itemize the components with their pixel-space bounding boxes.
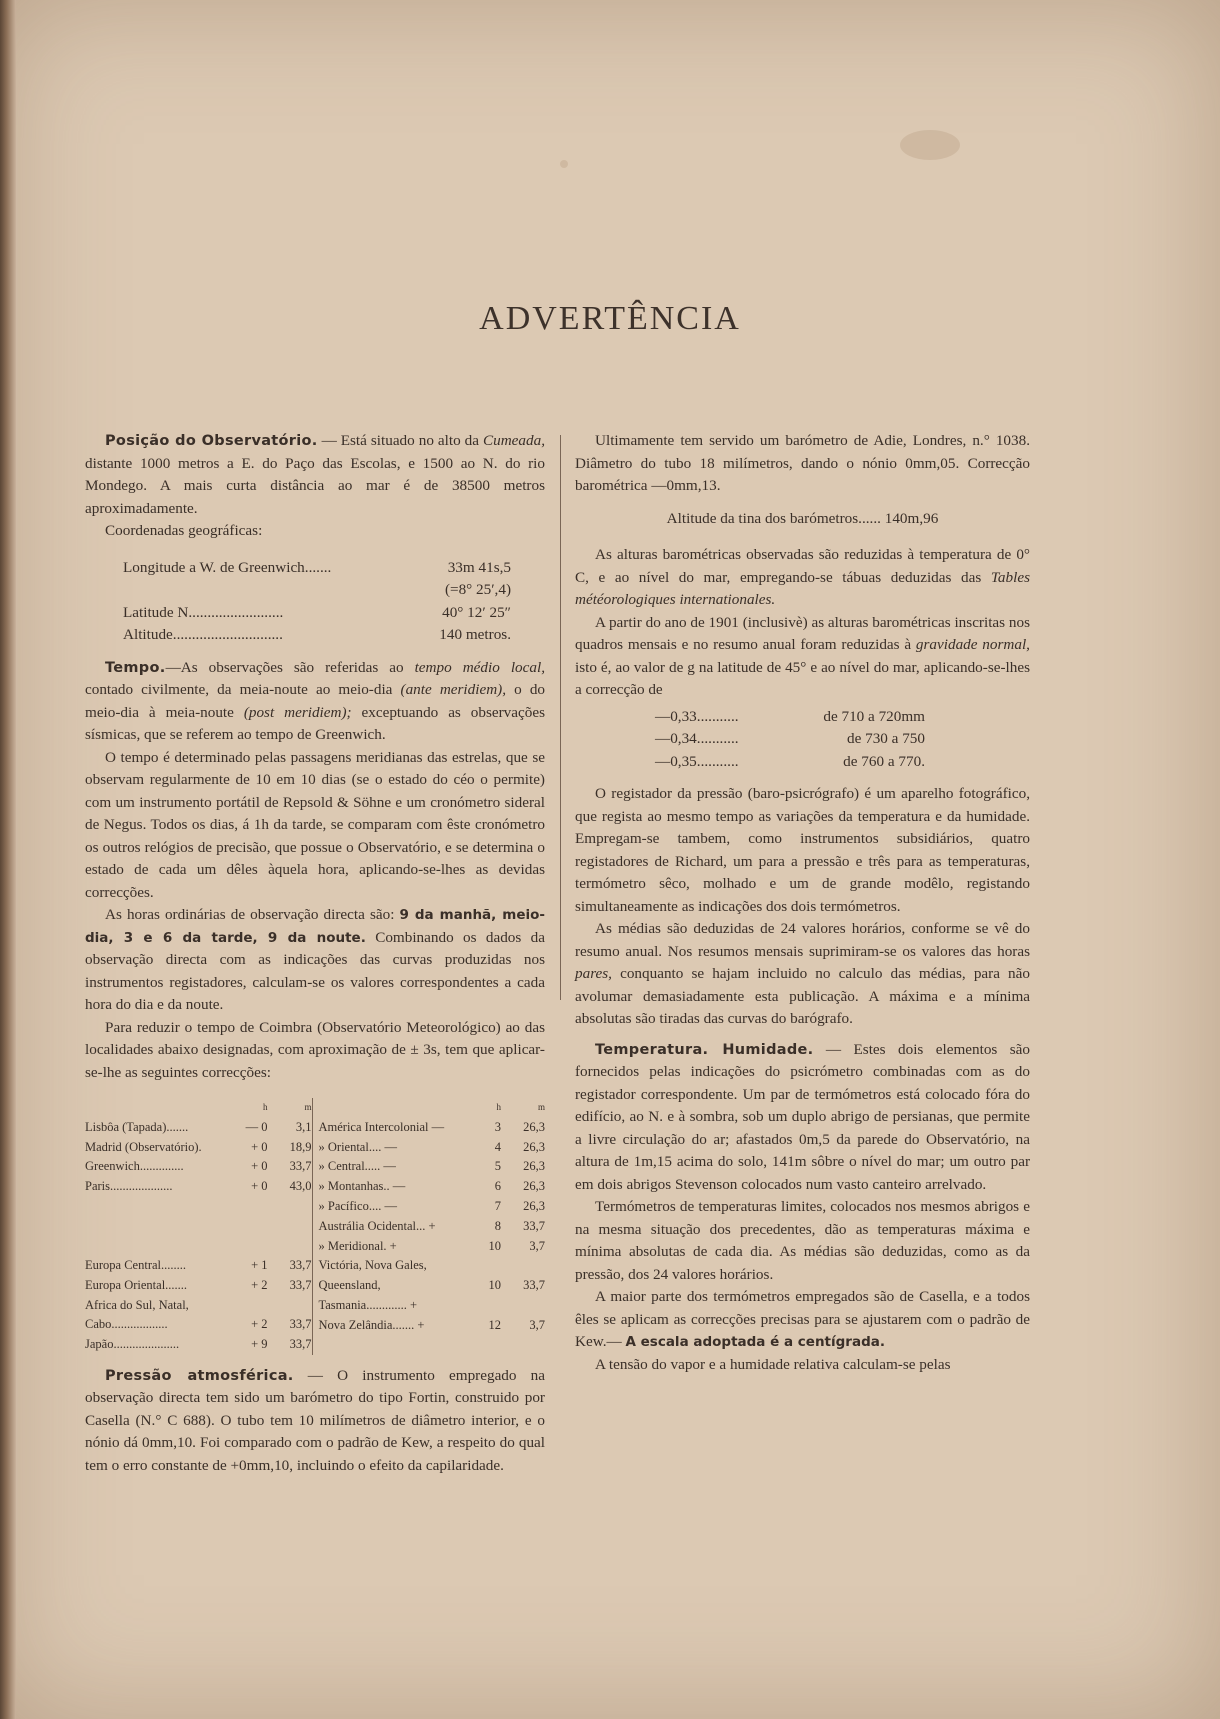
timezone-row	[85, 1256, 312, 1276]
paragraph: A partir do ano de 1901 (inclusivè) as alturas barométricas inscritas nos quadros mensais e no resumo anual foram reduzidas à gravidade normal, isto é, ao valor de g na latitude de 45° e ao nível do mar, aplicando-se-lhes a correcção de	[575, 613, 1030, 698]
timezone-minutes: 33,7	[289, 1317, 312, 1332]
timezone-correction-table	[85, 1098, 545, 1355]
timezone-place: » Montanhas.. —	[318, 1179, 406, 1194]
timezone-place: Austrália Ocidental... +	[318, 1218, 436, 1233]
correction-range: de 710 a 720mm	[823, 707, 925, 725]
timezone-row	[85, 1157, 312, 1177]
timezone-minutes: 3,1	[295, 1119, 312, 1134]
timezone-row	[319, 1157, 546, 1177]
timezone-hours: 8	[494, 1218, 501, 1233]
timezone-place: Europa Oriental.......	[85, 1277, 188, 1292]
timezone-place: » Pacífico.... —	[318, 1198, 397, 1213]
timezone-minutes: 26,3	[523, 1159, 545, 1174]
timezone-place: Greenwich..............	[85, 1159, 184, 1174]
correction-range: de 760 a 770.	[843, 752, 925, 770]
column-divider	[560, 435, 561, 1000]
paragraph: Termómetros de temperaturas limites, colocados nos mesmos abrigos e na mesma situação dos precedentes, dão as temperaturas máxima e mínima absolutas de cada dia. As médias são deduzidas, como as da pressão, dos 24 valores horários.	[575, 1198, 1030, 1283]
paper-stain	[900, 130, 960, 160]
paragraph: A maior parte dos termómetros empregados são de Casella, e a todos êles se aplicam as correcções precisas para se ajustarem com o padrão de Kew.— A escala adoptada é a centígrada.	[575, 1288, 1030, 1350]
timezone-minutes: 3,7	[529, 1317, 545, 1332]
timezone-hours: 7	[494, 1198, 501, 1213]
timezone-minutes: 43,0	[289, 1179, 312, 1194]
paragraph: As alturas barométricas observadas são reduzidas à temperatura de 0° C, e ao nível do mar, empregando-se tábuas deduzidas das Tables météorologiques internationales.	[575, 546, 1030, 608]
timezone-place: Japão.....................	[85, 1337, 180, 1352]
section-heading-posicao: Posição do Observatório.	[105, 433, 318, 449]
timezone-left-column: h m Lisbôa (Tapada)....... — 0 3,1 Madrid (Observatório). + 0 18,9 Greenwich.............. + 0 33,7 Paris.................... + 0 43,0 Europa Central........ + 1 33,7 Europa Oriental....... + 2 33,7 Africa do Sul, Natal, Cabo.................. + 2 33,7 Japão..................... + 9 33,7	[85, 1098, 312, 1355]
timezone-rows-left-1	[85, 1118, 312, 1197]
barometer-altitude: Altitude da tina dos barómetros...... 140m,96	[666, 509, 939, 527]
paragraph: Ultimamente tem servido um barómetro de Adie, Londres, n.° 1038. Diâmetro do tubo 18 milímetros, dando o nónio 0mm,05. Correcção barométrica —0mm,13.	[575, 432, 1030, 494]
section-heading-temperatura: Temperatura. Humidade.	[595, 1041, 814, 1058]
paragraph: As médias são deduzidas de 24 valores horários, conforme se vê do resumo anual. Nos resumos mensais suprimiram-se os valores das horas pares, conquanto se hajam incluido no calculo das médias, para não avolumar demasiadamente esta publicação. A máxima e a mínima absolutas são tiradas das curvas do barógrafo.	[575, 920, 1030, 1027]
timezone-row	[319, 1316, 546, 1336]
paper-stain	[560, 160, 568, 168]
timezone-minutes: 3,7	[529, 1238, 545, 1253]
correction-range: de 730 a 750	[846, 730, 925, 747]
timezone-row	[319, 1237, 546, 1257]
coord-row: Longitude a W. de Greenwich....... 33m 41s,5	[123, 558, 511, 576]
left-column	[85, 430, 545, 1477]
paragraph: A tensão do vapor e a humidade relativa calculam-se pelas	[595, 1355, 951, 1373]
paragraph: Para reduzir o tempo de Coimbra (Observatório Meteorológico) ao das localidades abaixo designadas, com aproximação de ± 3s, tem que aplicar-se-lhe as seguintes correcções:	[85, 1018, 545, 1081]
timezone-place: América Intercolonial —	[318, 1119, 445, 1134]
paragraph: As horas ordinárias de observação directa são: 9 da manhã, meio-dia, 3 e 6 da tarde, 9 da noute. Combinando os dados da observação directa com as indicações das curvas produzidas nos instrumentos registadores, calculam-se os valores correspondentes a cada hora do dia e da noute.	[85, 906, 546, 1013]
timezone-hours	[228, 1296, 268, 1316]
page-title: ADVERTÊNCIA	[479, 300, 741, 337]
timezone-row	[85, 1315, 312, 1335]
correction-value: —0,34...........	[655, 730, 739, 747]
timezone-minutes: 18,9	[289, 1139, 312, 1154]
paragraph: Temperatura. Humidade. — Estes dois elementos são fornecidos pelas indicações do psicrómetro combinadas com as do registador correspondente. Um par de termómetros está colocado fóra do edifício, ao N. e à sombra, sob um duplo abrigo de persianas, que permite a livre circulação do ar; afastados 0m,5 da parede do Observatório, na altura de 1m,15 acima do solo, 141m sôbre o nível do mar; um outro par em dois abrigos Stevenson colocados num vasto canteiro arrelvado.	[575, 1040, 1030, 1193]
coord-row: (=8° 25′,4)	[444, 581, 511, 598]
timezone-hours: + 9	[251, 1337, 268, 1352]
timezone-row	[319, 1118, 546, 1138]
timezone-hours: + 0	[251, 1139, 268, 1154]
timezone-minutes: 26,3	[523, 1139, 545, 1154]
timezone-hours: + 2	[251, 1317, 268, 1332]
timezone-hours	[461, 1256, 501, 1276]
section-heading-tempo: Tempo.	[105, 659, 166, 676]
timezone-minutes	[268, 1296, 312, 1316]
timezone-rows-left-2	[85, 1256, 312, 1355]
timezone-hours: 10	[488, 1278, 501, 1293]
timezone-right-column: h m América Intercolonial — 3 26,3 » Oriental.... — 4 26,3 » Central..... — 5 26,3 » Montanhas.. — 6 26,3 » Pacífico.... — 7 26,3 Austrália Ocidental... + 8 33,7 » Meridional. + 10 3,7 Victória, Nova Gales, Queensland, Tasmania............. + 10 33,7 Nova Zelândia....... + 12 3,7	[312, 1098, 546, 1355]
pressure-correction-row	[655, 728, 925, 751]
timezone-place: Cabo..................	[85, 1317, 168, 1332]
timezone-row	[85, 1118, 312, 1138]
timezone-hours: + 0	[251, 1179, 268, 1194]
timezone-row	[319, 1138, 546, 1158]
timezone-place: Lisbôa (Tapada).......	[85, 1119, 189, 1134]
timezone-row	[85, 1138, 312, 1158]
timezone-place: Europa Central........	[85, 1257, 187, 1272]
paragraph: Tempo.—As observações são referidas ao tempo médio local, contado civilmente, da meia-noute ao meio-dia (ante meridiem), o do meio-dia à meia-noute (post meridiem); exceptuando as observações sísmicas, que se referem ao tempo de Greenwich.	[85, 658, 545, 743]
paragraph: O tempo é determinado pelas passagens meridianas das estrelas, que se observam regularmente de 10 em 10 dias (se o estado do céo o permite) com um instrumento portátil de Repsold & Söhne e um cronómetro sideral de Negus. Todos os dias, á 1h da tarde, se comparam com êste cronómetro os outros relógios de precisão, que possue o Observatório, e se determina o estado de cada um dêles àquela hora, aplicando-se-lhes as devidas correcções.	[85, 748, 545, 901]
geographic-coordinates	[123, 557, 511, 647]
timezone-hours: 5	[494, 1159, 501, 1174]
timezone-hours: + 2	[251, 1277, 268, 1292]
timezone-row	[319, 1256, 546, 1276]
section-heading-pressao: Pressão atmosférica.	[105, 1367, 294, 1384]
paragraph: Pressão atmosférica. — O instrumento empregado na observação directa tem sido um barómetro do tipo Fortin, construido por Casella (N.° C 688). O tubo tem 10 milímetros de diâmetro interior, e o nónio dá 0mm,10. Foi comparado com o padrão de Kew, a respeito do qual tem o erro constante de +0mm,10, incluindo o efeito da capilaridade.	[85, 1366, 545, 1474]
pressure-correction-row	[655, 751, 925, 774]
timezone-minutes: 26,3	[523, 1198, 545, 1213]
timezone-minutes: 33,7	[289, 1159, 312, 1174]
timezone-row	[85, 1296, 312, 1316]
coord-row: Altitude............................. 140 metros.	[123, 626, 511, 643]
timezone-place: Queensland, Tasmania............. +	[318, 1278, 418, 1312]
timezone-minutes: 33,7	[289, 1337, 312, 1352]
timezone-minutes: 33,7	[523, 1218, 545, 1233]
right-column	[575, 430, 1030, 1376]
timezone-row	[319, 1276, 546, 1316]
timezone-hours: 3	[494, 1119, 501, 1134]
paragraph: Posição do Observatório. — Está situado no alto da Cumeada, distante 1000 metros a E. do Paço das Escolas, e 1500 ao N. do rio Mondego. A mais curta distância ao mar é de 38500 metros aproximadamente.	[85, 432, 545, 517]
timezone-row	[319, 1197, 546, 1217]
correction-value: —0,33...........	[655, 707, 739, 725]
timezone-place: Nova Zelândia....... +	[318, 1317, 425, 1332]
timezone-place: » Meridional. +	[318, 1238, 397, 1253]
timezone-hours: 4	[494, 1139, 501, 1154]
pressure-correction-row	[655, 706, 925, 729]
timezone-row	[85, 1177, 312, 1197]
timezone-row	[319, 1177, 546, 1197]
timezone-place: » Central..... —	[318, 1159, 396, 1174]
timezone-hours: 12	[488, 1317, 501, 1332]
timezone-minutes: 33,7	[523, 1278, 545, 1293]
timezone-hours: 6	[494, 1179, 501, 1194]
pressure-corrections	[655, 706, 925, 774]
timezone-place: Africa do Sul, Natal,	[85, 1297, 189, 1312]
timezone-hours: 10	[488, 1238, 501, 1253]
timezone-row	[85, 1335, 312, 1355]
timezone-hours: — 0	[245, 1119, 268, 1134]
timezone-minutes: 26,3	[523, 1119, 545, 1134]
timezone-place: » Oriental.... —	[318, 1139, 397, 1154]
timezone-minutes: 26,3	[523, 1179, 545, 1194]
timezone-row	[85, 1276, 312, 1296]
timezone-rows-right	[319, 1118, 546, 1336]
timezone-hours: + 0	[251, 1159, 268, 1174]
paragraph: O registador da pressão (baro-psicrógrafo) é um aparelho fotográfico, que regista ao mesmo tempo as variações da temperatura e da humidade. Empregam-se tambem, como instrumentos subsidiários, quatro registadores de Richard, um para a pressão e três para as temperaturas, termómetro sêco, molhado e um de grande modêlo, registando simultaneamente as indicações dos dois termómetros.	[575, 785, 1030, 915]
paragraph: Coordenadas geográficas:	[105, 522, 263, 539]
timezone-minutes: 33,7	[289, 1277, 312, 1292]
book-binding-edge	[0, 0, 16, 1719]
coord-row: Latitude N......................... 40° 12′ 25″	[123, 603, 511, 621]
timezone-place: Paris....................	[85, 1179, 173, 1194]
timezone-row	[319, 1217, 546, 1237]
timezone-minutes: 33,7	[289, 1257, 312, 1272]
timezone-place: Victória, Nova Gales,	[318, 1258, 427, 1273]
correction-value: —0,35...........	[655, 752, 739, 770]
timezone-minutes	[501, 1256, 545, 1276]
timezone-place: Madrid (Observatório).	[85, 1139, 202, 1154]
timezone-hours: + 1	[251, 1257, 268, 1272]
